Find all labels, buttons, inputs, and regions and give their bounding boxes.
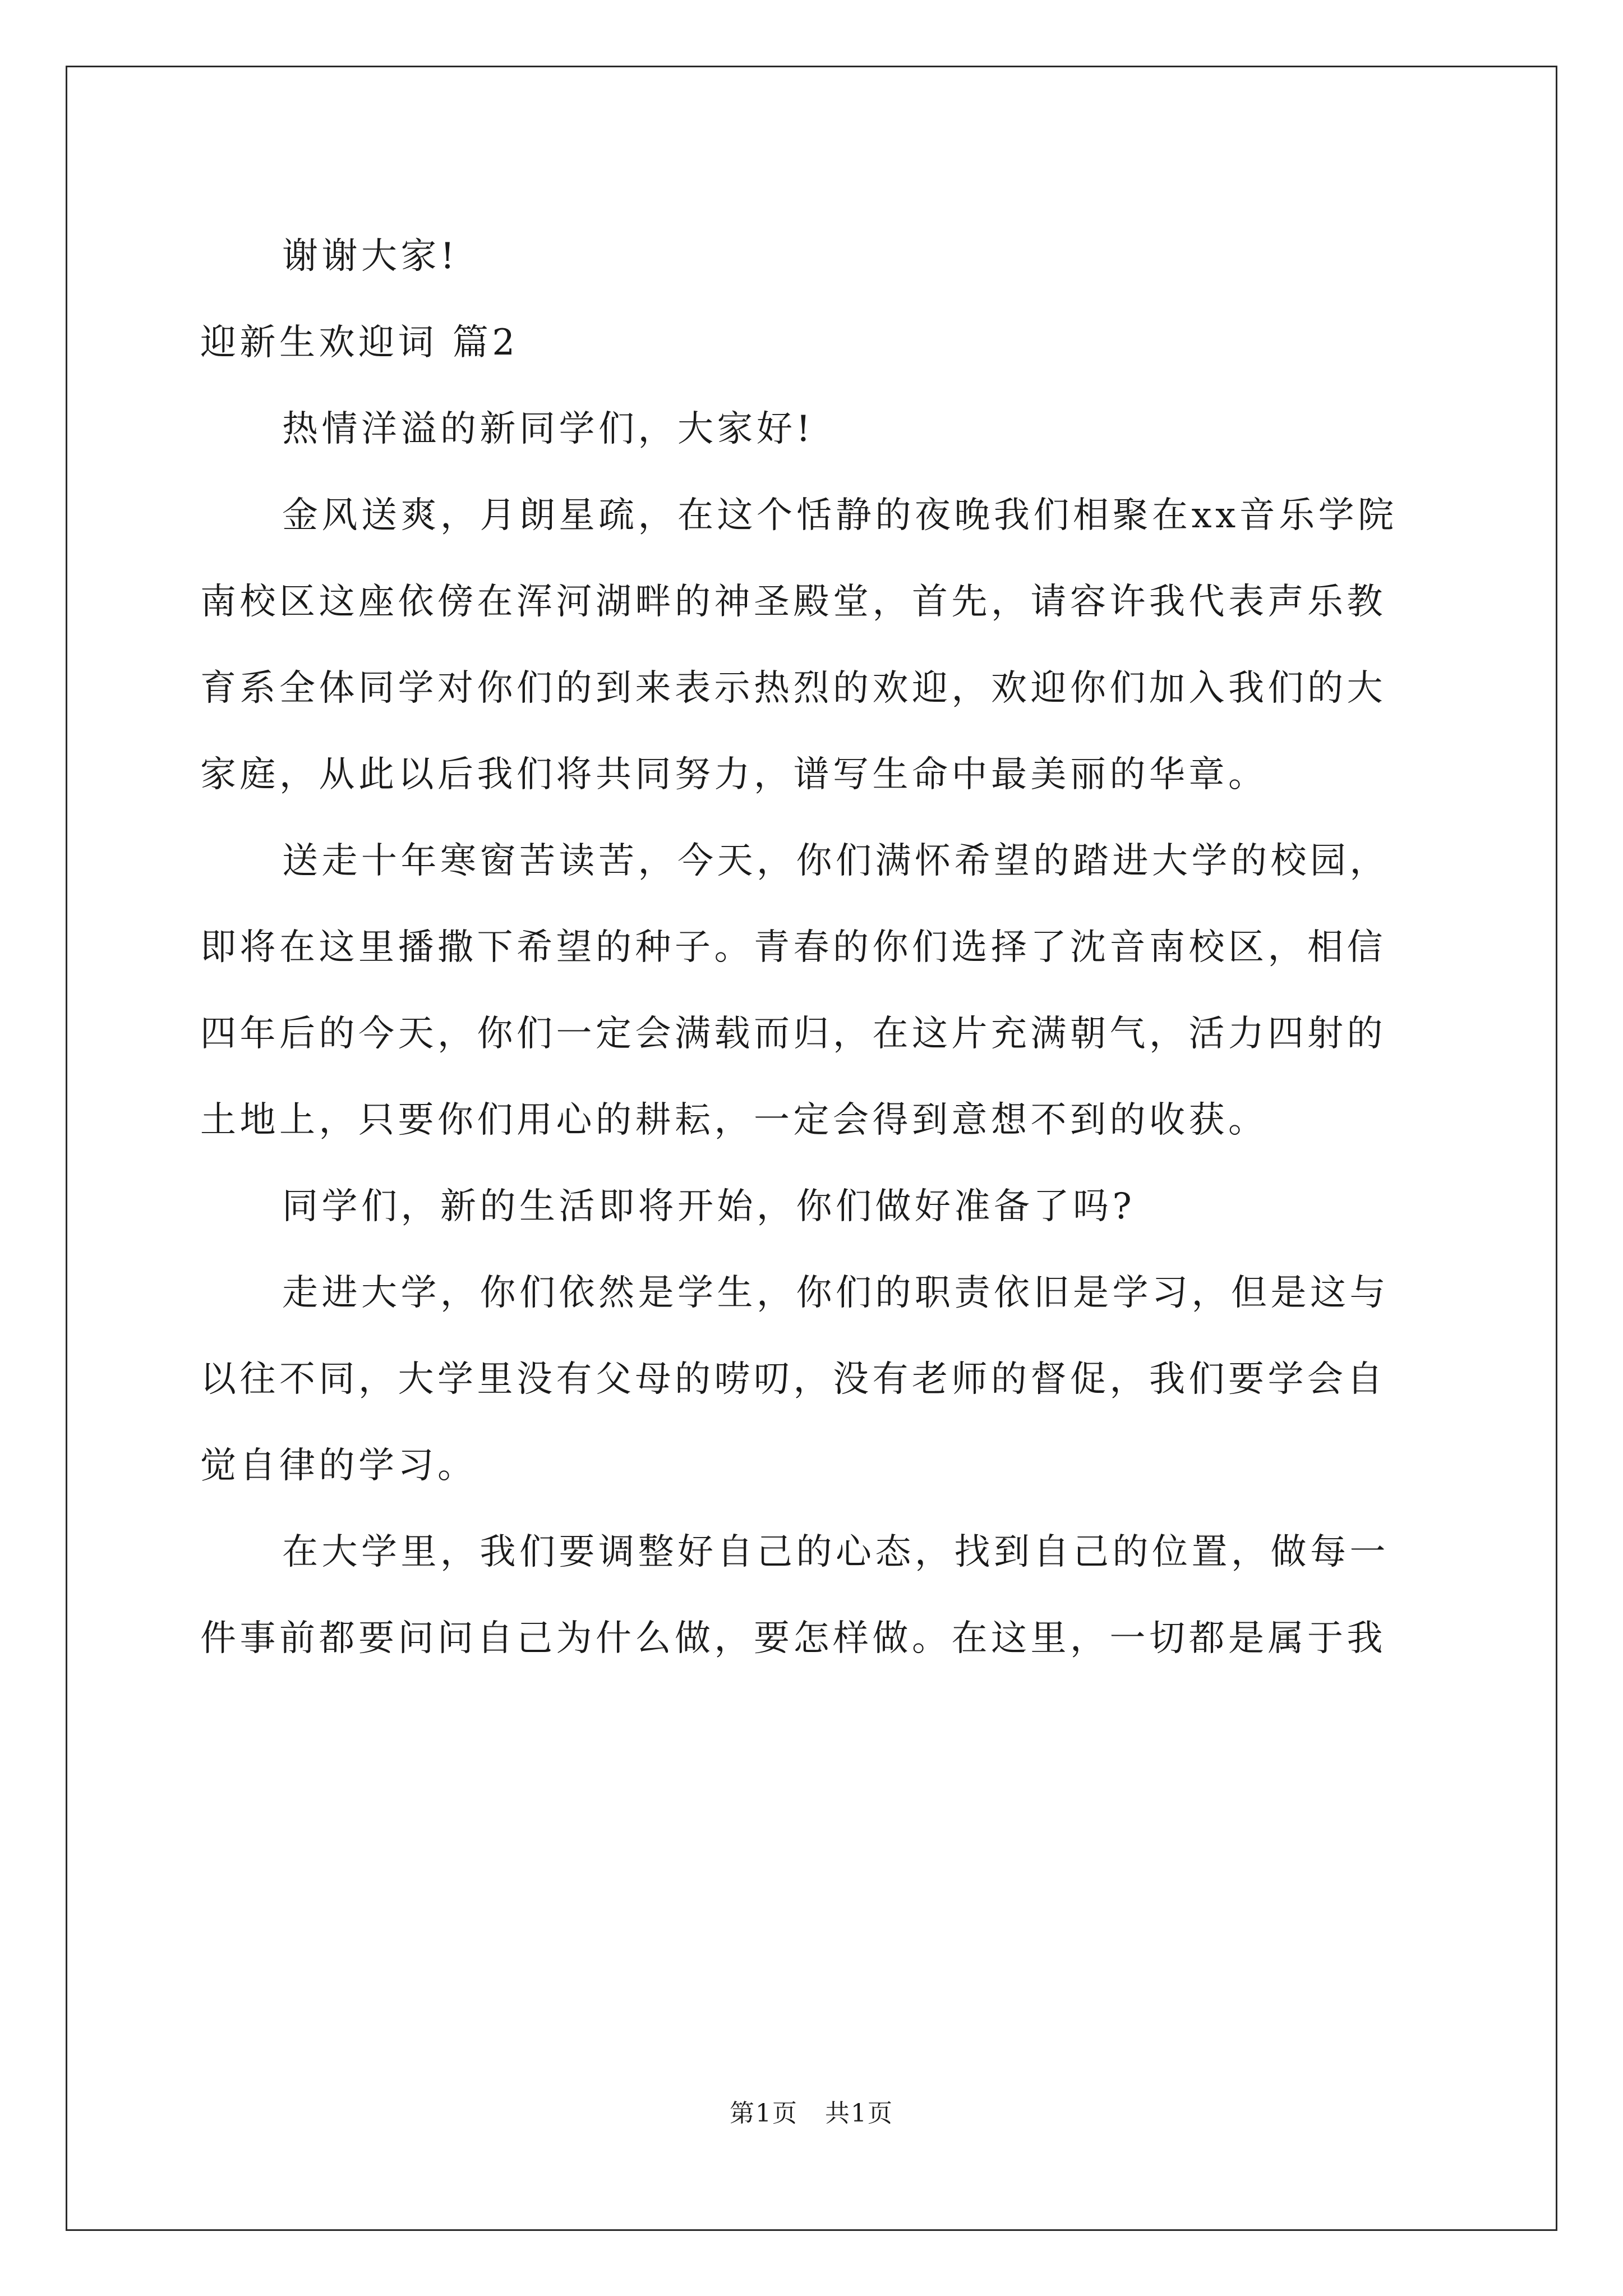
closing-line: 谢谢大家! <box>282 236 459 277</box>
paragraph-line: 觉自律的学习。 <box>200 1445 477 1487</box>
paragraph-line: 送走十年寒窗苦读苦，今天，你们满怀希望的踏进大学的校园， <box>282 840 1389 882</box>
paragraph-line: 土地上，只要你们用心的耕耘，一定会得到意想不到的收获。 <box>200 1099 1268 1141</box>
greeting-line: 热情洋溢的新同学们，大家好! <box>282 408 814 450</box>
paragraph-line: 在大学里，我们要调整好自己的心态，找到自己的位置，做每一 <box>282 1531 1389 1573</box>
paragraph-line: 同学们，新的生活即将开始，你们做好准备了吗? <box>282 1186 1136 1227</box>
paragraph-line: 件事前都要问问自己为什么做，要怎样做。在这里，一切都是属于我 <box>200 1618 1386 1659</box>
paragraph-line: 四年后的今天，你们一定会满载而归，在这片充满朝气，活力四射的 <box>200 1013 1386 1055</box>
page-footer: 第1页 共1页 <box>730 2099 893 2128</box>
paragraph-line: 育系全体同学对你们的到来表示热烈的欢迎，欢迎你们加入我们的大 <box>200 668 1386 709</box>
paragraph-line: 金风送爽，月朗星疏，在这个恬静的夜晚我们相聚在xx音乐学院 <box>282 495 1398 536</box>
section-heading: 迎新生欢迎词 篇2 <box>200 322 519 364</box>
paragraph-line: 走进大学，你们依然是学生，你们的职责依旧是学习，但是这与 <box>282 1272 1389 1314</box>
document-body <box>200 213 1428 1682</box>
paragraph-line: 家庭，从此以后我们将共同努力，谱写生命中最美丽的华章。 <box>200 754 1268 795</box>
paragraph-line: 即将在这里播撒下希望的种子。青春的你们选择了沈音南校区，相信 <box>200 927 1386 968</box>
paragraph-line: 以往不同，大学里没有父母的唠叨，没有老师的督促，我们要学会自 <box>200 1359 1386 1400</box>
paragraph-line: 南校区这座依傍在浑河湖畔的神圣殿堂，首先，请容许我代表声乐教 <box>200 581 1386 623</box>
